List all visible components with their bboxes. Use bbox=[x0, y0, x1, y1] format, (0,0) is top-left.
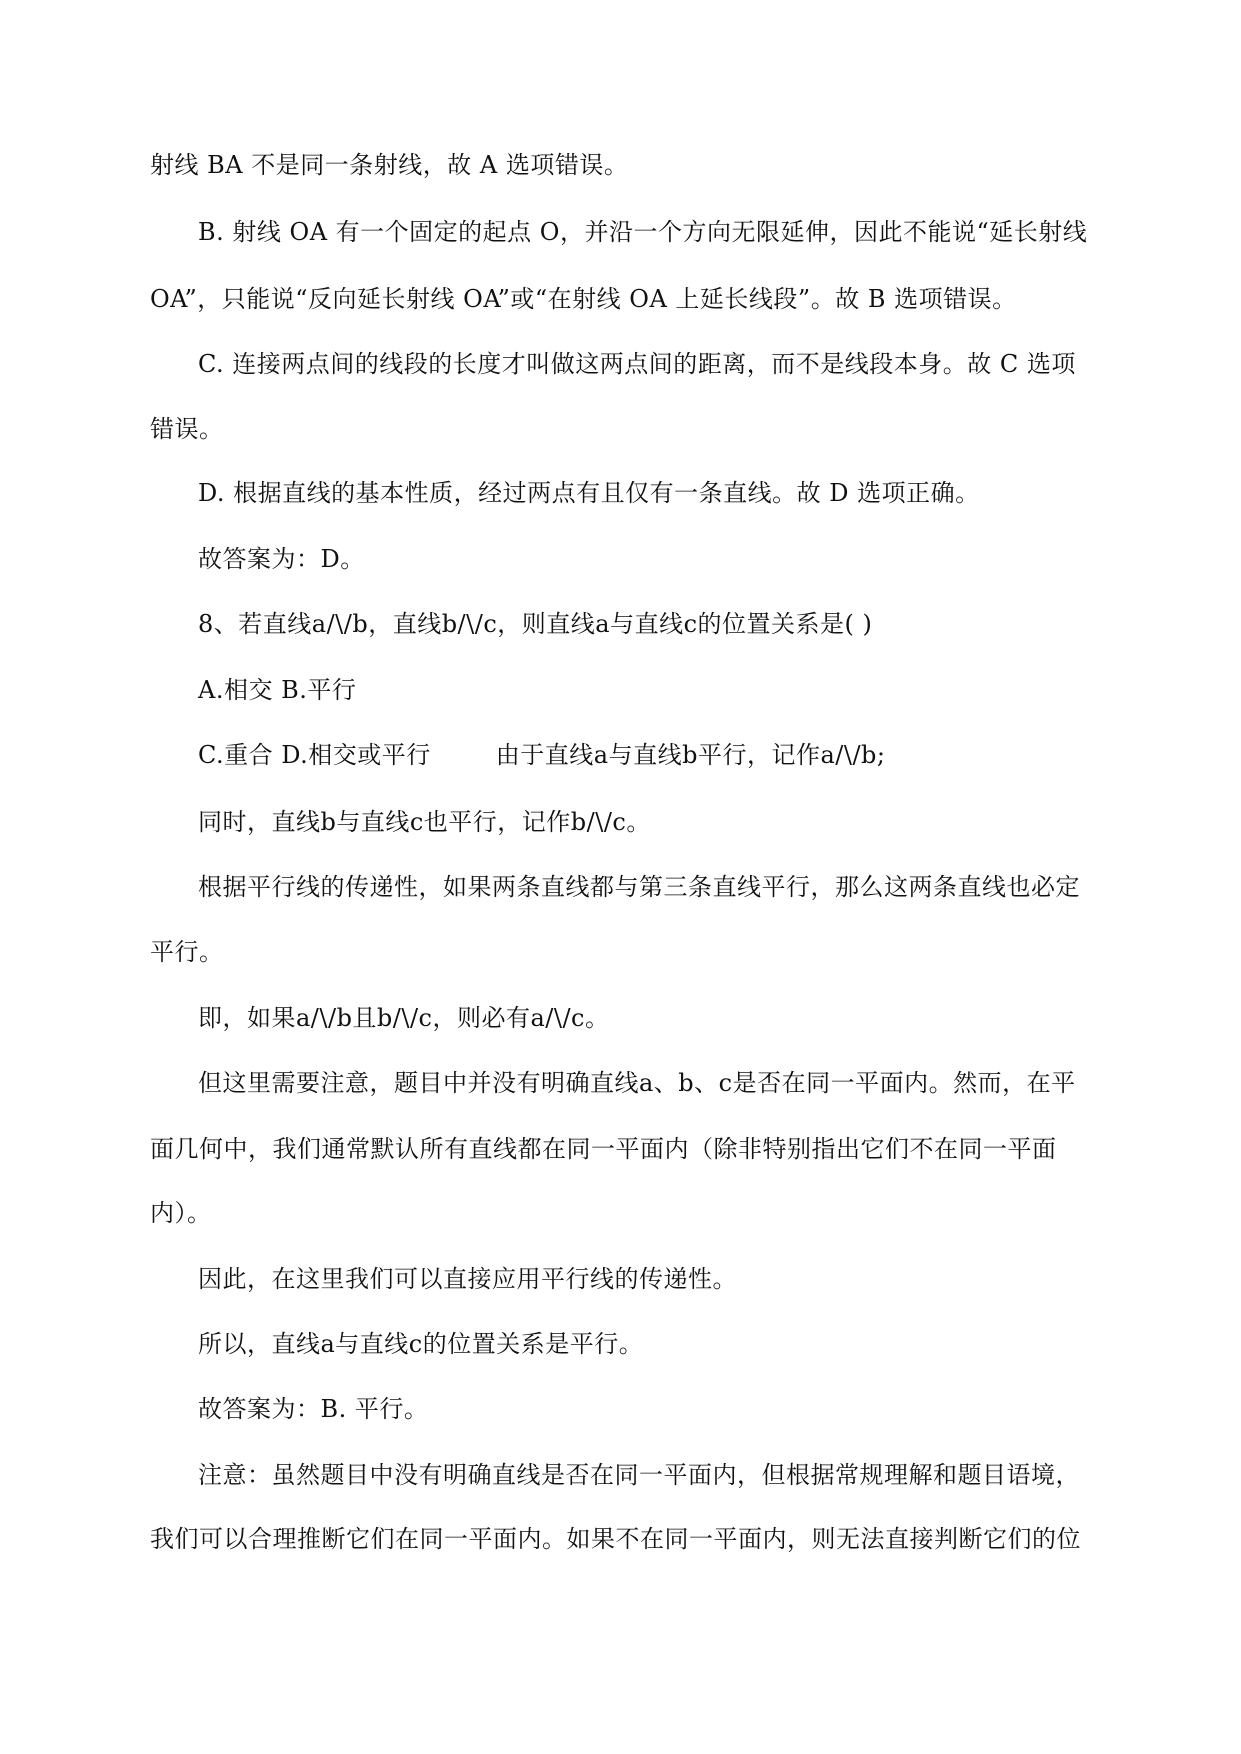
text-line-13: 平行。 bbox=[150, 938, 224, 966]
text-line-6: D. 根据直线的基本性质，经过两点有且仅有一条直线。故 D 选项正确。 bbox=[198, 479, 980, 507]
text-line-19: 所以，直线a与直线c的位置关系是平行。 bbox=[198, 1330, 644, 1358]
text-line-17: 内）。 bbox=[150, 1199, 212, 1227]
text-line-14: 即，如果a/\/b且b/\/c，则必有a/\/c。 bbox=[198, 1004, 610, 1032]
text-line-4: C. 连接两点间的线段的长度才叫做这两点间的距离，而不是线段本身。故 C 选项 bbox=[198, 350, 1076, 378]
question-options-ab: A.相交 B.平行 bbox=[198, 676, 357, 704]
text-line-18: 因此，在这里我们可以直接应用平行线的传递性。 bbox=[198, 1265, 737, 1293]
answer-line: 故答案为：B. 平行。 bbox=[198, 1395, 429, 1423]
text-line-11: 同时，直线b与直线c也平行，记作b/\/c。 bbox=[198, 808, 651, 836]
text-line-16: 面几何中，我们通常默认所有直线都在同一平面内（除非特别指出它们不在同一平面 bbox=[150, 1135, 1057, 1163]
note-line-2: 我们可以合理推断它们在同一平面内。如果不在同一平面内，则无法直接判断它们的位 bbox=[150, 1525, 1081, 1553]
text-line-15: 但这里需要注意，题目中并没有明确直线a、b、c是否在同一平面内。然而，在平 bbox=[198, 1069, 1076, 1097]
question-8: 8、若直线a/\/b，直线b/\/c，则直线a与直线c的位置关系是( ) bbox=[198, 610, 873, 638]
text-line-2: B. 射线 OA 有一个固定的起点 O，并沿一个方向无限延伸，因此不能说“延长射线 bbox=[198, 218, 1088, 246]
text-line-3: OA”，只能说“反向延长射线 OA”或“在射线 OA 上延长线段”。故 B 选项错误。 bbox=[150, 285, 1017, 313]
text-line-5: 错误。 bbox=[150, 415, 224, 443]
text-line-12: 根据平行线的传递性，如果两条直线都与第三条直线平行，那么这两条直线也必定 bbox=[198, 873, 1080, 901]
note-line-1: 注意：虽然题目中没有明确直线是否在同一平面内，但根据常规理解和题目语境， bbox=[198, 1461, 1080, 1489]
text-line-1: 射线 BA 不是同一条射线，故 A 选项错误。 bbox=[150, 151, 629, 179]
text-line-7: 故答案为：D。 bbox=[198, 545, 365, 573]
question-options-cd: C.重合 D.相交或平行 由于直线a与直线b平行，记作a/\/b; bbox=[198, 741, 886, 769]
